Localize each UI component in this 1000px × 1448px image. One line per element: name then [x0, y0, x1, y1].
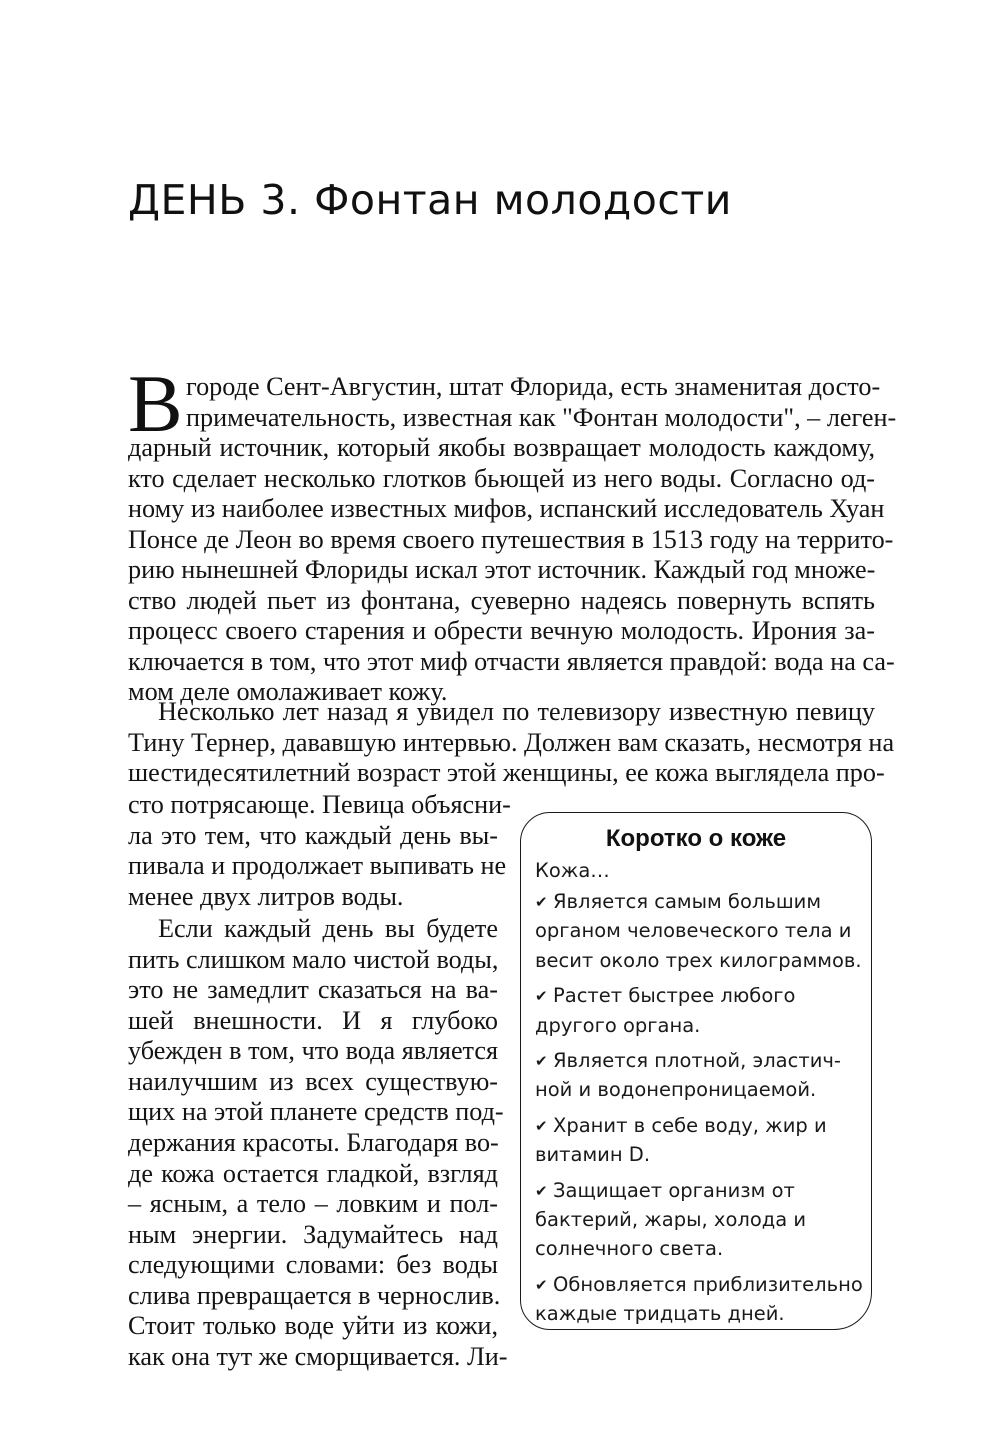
list-item-text: каждые тридцать дней. [535, 1302, 785, 1326]
paragraph-line: ство людей пьет из фонтана, суеверно надеясь повернуть вспять [128, 585, 875, 615]
paragraph-line: мом деле омолаживает кожу. [128, 677, 448, 707]
chapter-title: ДЕНЬ 3. Фонтан молодости [128, 176, 732, 224]
paragraph-line: – ясным, а тело – ловким и пол- [128, 1189, 498, 1219]
paragraph-line: городе Сент-Августин, штат Флорида, есть знаменитая досто- [186, 372, 881, 401]
paragraph-line: шестидесятилетний возраст этой женщины, ее кожа выглядела про- [128, 758, 885, 788]
paragraph-line: Стоит только воде уйти из кожи, [128, 1311, 498, 1341]
list-item-text: другого органа. [535, 1013, 701, 1037]
list-item-text: Растет быстрее любого [553, 984, 796, 1008]
list-item-text: органом человеческого тела и [535, 919, 852, 943]
second-paragraph [128, 697, 895, 789]
paragraph-line: это не замедлит сказаться на ва- [128, 975, 498, 1005]
intro-paragraph [128, 358, 897, 708]
paragraph-line: Несколько лет назад я увидел по телевизору известную певицу [158, 697, 875, 726]
paragraph-line: дарный источник, который якобы возвращает молодость каждому, [128, 433, 875, 463]
list-item [535, 1176, 865, 1264]
paragraph-line: ным энергии. Задумайтесь над [128, 1219, 498, 1249]
paragraph-line: Понсе де Леон во время своего путешествия в 1513 году на террито- [128, 524, 894, 554]
sidebar-title: Коротко о коже [605, 825, 787, 852]
paragraph-line: пить слишком мало чистой воды, [128, 944, 499, 974]
list-item [535, 981, 865, 1040]
sidebar-list [535, 855, 865, 1334]
list-item-text: Хранит в себе воду, жир и [553, 1113, 827, 1137]
list-item-text: бактерий, жары, холода и [535, 1207, 807, 1231]
paragraph-line: слива превращается в чернослив. [128, 1280, 501, 1310]
left-column-text [128, 790, 511, 1372]
skin-facts-sidebar [520, 812, 872, 1330]
paragraph-line: процесс своего старения и обрести вечную молодость. Ирония за- [128, 616, 875, 646]
list-item-text: Обновляется приблизительно [553, 1272, 863, 1296]
checkmark-icon: ✔ [535, 1051, 548, 1070]
paragraph-line: пивала и продолжает выпивать не [128, 851, 507, 881]
paragraph-line: рию нынешней Флориды искал этот источник. Каждый год множе- [128, 555, 876, 585]
paragraph-line: примечательность, известная как "Фонтан молодости", – леген- [186, 402, 897, 432]
paragraph-line: ла это тем, что каждый день вы- [128, 820, 498, 850]
paragraph-line: шей внешности. И я глубоко [128, 1005, 498, 1035]
paragraph-line: кто сделает несколько глотков бьющей из него воды. Согласно од- [128, 463, 875, 493]
list-item-text: ной и водонепроницаемой. [535, 1078, 817, 1102]
sidebar-intro: Кожа… [535, 859, 610, 882]
list-item-text: Является плотной, эластич- [553, 1048, 841, 1072]
paragraph-line: Тину Тернер, дававшую интервью. Должен вам сказать, несмотря на [128, 727, 895, 757]
checkmark-icon: ✔ [535, 987, 548, 1006]
paragraph-line: щих на этой планете средств под- [128, 1097, 504, 1127]
list-item [535, 1270, 865, 1329]
list-item-text: Защищает организм от [553, 1178, 795, 1202]
checkmark-icon: ✔ [535, 1275, 548, 1294]
dropcap-letter: В [128, 358, 183, 449]
paragraph-line: ному из наиболее известных мифов, испанский исследователь Хуан [128, 494, 885, 524]
paragraph-line: наилучшим из всех существую- [128, 1066, 498, 1096]
checkmark-icon: ✔ [535, 893, 548, 911]
list-item [535, 1111, 865, 1170]
list-item [535, 887, 865, 975]
list-item-text: весит около трех килограммов. [535, 948, 862, 972]
list-item [535, 1046, 865, 1105]
checkmark-icon: ✔ [535, 1116, 548, 1135]
paragraph-line: следующими словами: без воды [128, 1250, 498, 1280]
paragraph-line: де кожа остается гладкой, взгляд [128, 1158, 498, 1188]
paragraph-line: менее двух литров воды. [128, 881, 404, 911]
paragraph-line: ключается в том, что этот миф отчасти является правдой: вода на са- [128, 646, 895, 676]
paragraph-line: убежден в том, что вода является [128, 1036, 498, 1066]
paragraph-line: Если каждый день вы будете [158, 914, 498, 944]
paragraph-line: как она тут же сморщивается. Ли- [128, 1341, 508, 1371]
paragraph-line: держания красоты. Благодаря во- [128, 1128, 499, 1158]
list-item-text: солнечного света. [535, 1237, 724, 1261]
list-item-text: витамин D. [535, 1143, 651, 1167]
paragraph-line: сто потрясающе. Певица объясни- [128, 790, 511, 819]
list-item-text: Является самым большим [553, 890, 822, 913]
checkmark-icon: ✔ [535, 1181, 548, 1200]
